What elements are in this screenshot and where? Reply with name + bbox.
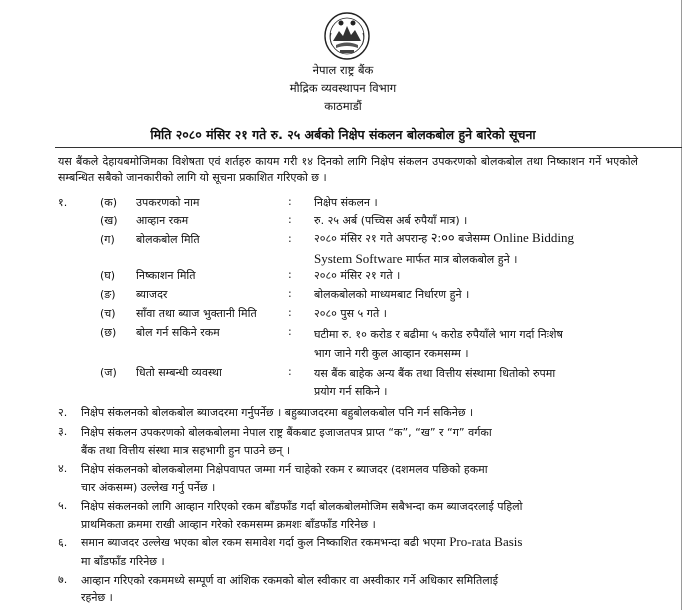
item-text (81, 461, 641, 497)
department-name: मौद्रिक व्यवस्थापन विभाग (289, 81, 397, 95)
item-line: समान ब्याजदर उल्लेख भएका बोल रकम समावेश गर्दा कुल निष्काशित रकमभन्दा बढी भएमा (81, 536, 450, 549)
row-value: बोलकबोलको माध्यमबाट निर्धारण हुने । (314, 288, 470, 301)
row-value (314, 325, 644, 363)
value-line: प्रयोग गर्न सकिने । (314, 385, 388, 398)
row-label: बोलकबोल मिति (136, 233, 200, 246)
row-sub: (घ) (100, 269, 116, 282)
row-colon: : (288, 213, 292, 226)
item-text (81, 424, 641, 460)
row-value: निक्षेप संकलन । (314, 196, 378, 209)
value-line: यस बैंक बाहेक अन्य बैंक तथा वित्तीय संस्थामा धितोको रुपमा (314, 367, 556, 380)
city-name: काठमाडौं (324, 99, 362, 113)
row-colon: : (288, 365, 292, 378)
value-latin: Online Bidding (493, 230, 574, 245)
row-sub: (ज) (100, 366, 117, 379)
value-part: मार्फत मात्र बोलकबोल हुने । (402, 253, 518, 266)
item-text (81, 572, 641, 606)
value-part: २०८० मंसिर २१ गते अपरान्ह (314, 232, 431, 245)
row-value (314, 228, 644, 270)
item-number: ४. (58, 462, 68, 475)
row-colon: : (288, 287, 292, 300)
item-number: ६. (58, 536, 68, 549)
item-number: २. (58, 406, 68, 419)
item-number: ३. (58, 425, 68, 438)
row-sub: (ग) (100, 233, 115, 246)
row-sub: (क) (100, 196, 118, 209)
item-line: मा बाँडफाँड गरिनेछ । (81, 555, 165, 568)
row-label: आव्हान रकम (136, 214, 189, 227)
item-number: ७. (58, 573, 68, 586)
item-line: रहनेछ । (81, 591, 113, 604)
item-line: प्राथमिकता क्रममा राखी आव्हान गरेको रकमसम्म क्रमशः बाँडफाँड गरिनेछ । (81, 518, 376, 531)
item-number: ५. (58, 499, 68, 512)
notice-title: मिति २०८० मंसिर २१ गते रु. २५ अर्बको निक्षेप संकलन बोलकबोल हुने बारेको सूचना (150, 127, 536, 142)
title-underline (55, 147, 682, 148)
row-colon: : (288, 268, 292, 281)
row-value: २०८० मंसिर २१ गते । (314, 269, 401, 282)
value-line: घटीमा रु. १० करोड र बढीमा ५ करोड रुपैयाँले भाग गर्दा निःशेष (314, 328, 563, 341)
row-value: २०८० पुस ५ गते । (314, 307, 387, 320)
row-label: धितो सम्बन्धी व्यवस्था (136, 366, 222, 379)
item-line: चार अंकसम्म) उल्लेख गर्नु पर्नेछ । (81, 481, 216, 494)
nepal-rastra-bank-emblem-icon (323, 9, 371, 61)
row-colon: : (288, 195, 292, 208)
item-text (81, 498, 641, 534)
row-label: बोल गर्न सकिने रकम (136, 326, 220, 339)
org-name: नेपाल राष्ट्र बैंक (312, 63, 374, 77)
value-part: बजेसम्म (454, 232, 494, 245)
item-latin: Pro-rata Basis (449, 534, 523, 549)
row-sub: (च) (100, 307, 116, 320)
item-text (81, 532, 641, 571)
row-label: उपकरणको नाम (136, 196, 200, 209)
item-line: बैंक तथा वित्तीय संस्था मात्र सहभागी हुन पाउने छन् । (81, 444, 291, 457)
row-colon: : (288, 232, 292, 245)
item-line: निक्षेप संकलन उपकरणको बोलकबोलमा नेपाल राष्ट्र बैंकबाट इजाजतपत्र प्राप्त “क”, “ख” र “ग” वर्गका (81, 426, 492, 439)
item-line: निक्षेप संकलनको बोलकबोलमा निक्षेपवापत जम्मा गर्न चाहेको रकम र ब्याजदर (दशमलव पछिको हकमा (81, 463, 488, 476)
row-colon: : (288, 325, 292, 338)
value-time: २:०० (430, 230, 455, 245)
item-line: निक्षेप संकलनको लागि आव्हान गरिएको रकम बाँडफाँड गर्दा बोलकबोलमोजिम सबैभन्दा कम ब्याजदरलाई पहिलो (81, 500, 523, 513)
value-line: भाग जाने गरी कुल आव्हान रकमसम्म । (314, 347, 469, 360)
row-sub: (ख) (100, 214, 118, 227)
row-sub: (ङ) (100, 288, 116, 301)
row-label: निष्काशन मिति (136, 269, 196, 282)
value-latin: System Software (314, 251, 403, 266)
item-1-number: १. (58, 196, 68, 209)
row-sub: (छ) (100, 326, 117, 339)
item-line: आव्हान गरिएको रकममध्ये सम्पूर्ण वा आंशिक रकमको बोल स्वीकार वा अस्वीकार गर्ने अधिकार समितिलाई (81, 574, 498, 587)
row-value: रु. २५ अर्ब (पच्चिस अर्ब रुपैयाँ मात्र) । (314, 214, 468, 227)
item-text: निक्षेप संकलनको बोलकबोल ब्याजदरमा गर्नुपर्नेछ । बहुब्याजदरमा बहुबोलकबोल पनि गर्न सकिनेछ । (81, 406, 474, 419)
row-label: ब्याजदर (136, 288, 168, 301)
intro-paragraph: यस बैंकले देहायबमोजिमका विशेषता एवं शर्तहरु कायम गरी १४ दिनको लागि निक्षेप संकलन उपकरणको बोलकबोल तथा निष्काशन गर्ने भएकोले सम्बन्धित सबैको जानकारीको लागि यो सूचना प्रकाशित गरिएको छ । (58, 155, 638, 184)
row-value (314, 365, 644, 401)
row-label: साँवा तथा ब्याज भुक्तानी मिति (136, 307, 257, 320)
row-colon: : (288, 306, 292, 319)
